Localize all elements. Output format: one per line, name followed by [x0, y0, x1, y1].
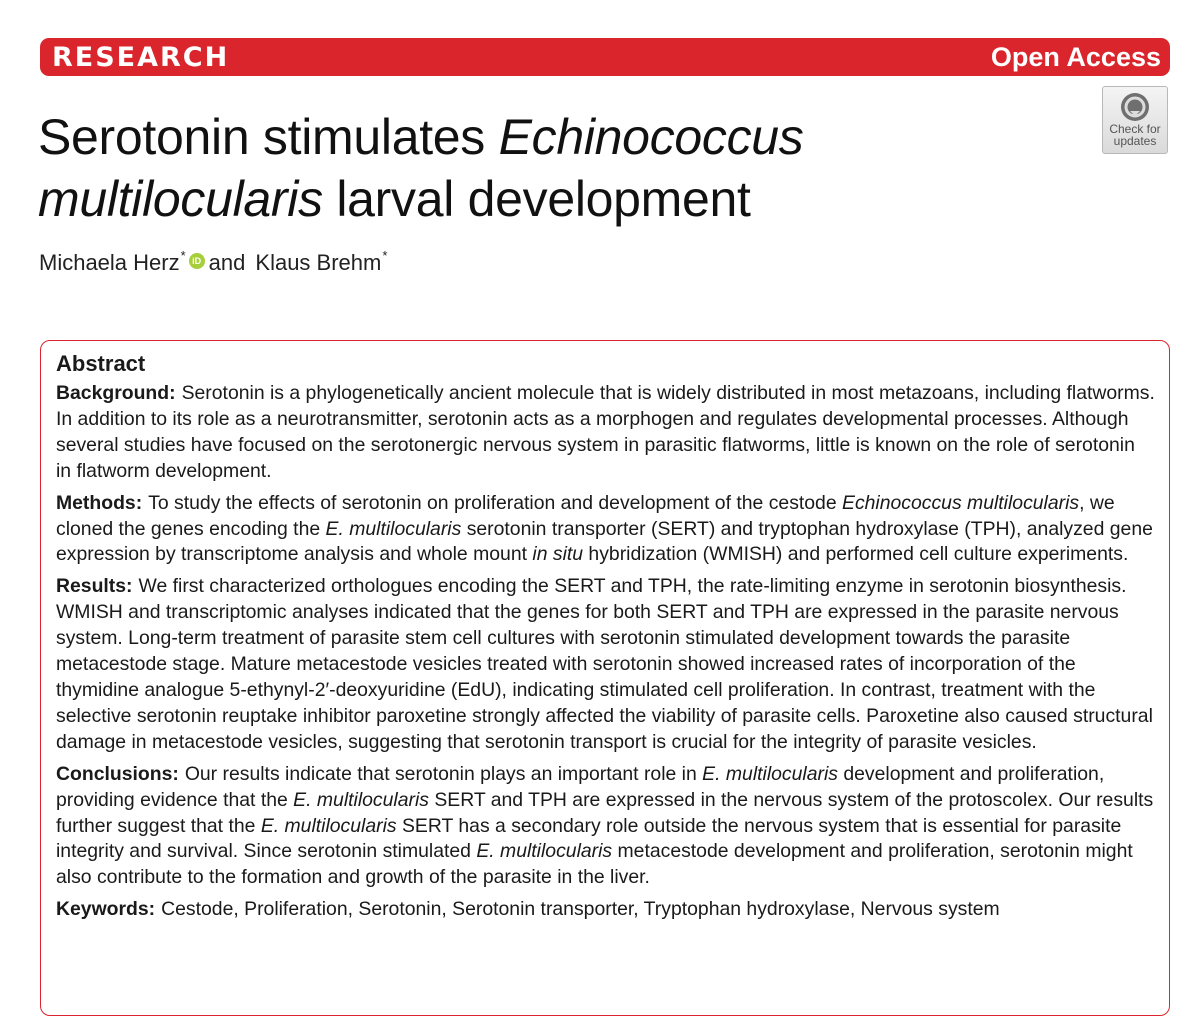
- badge-line-2: updates: [1113, 134, 1157, 148]
- section-label: Results:: [56, 575, 133, 598]
- keywords-list: Cestode, Proliferation, Serotonin, Serotonin transporter, Tryptophan hydroxylase, Nervous system: [161, 898, 1000, 921]
- section-label: Background:: [56, 382, 176, 404]
- species-name: E. multilocularis: [325, 517, 462, 540]
- section-text: Our results indicate that serotonin plays an important role in: [184, 762, 703, 785]
- title-part-4: larval development: [322, 171, 751, 227]
- author-name[interactable]: Klaus Brehm: [255, 250, 382, 275]
- author-name[interactable]: Michaela Herz: [39, 250, 180, 275]
- abstract-results: [56, 574, 1155, 755]
- section-text: , we cloned the genes encoding the: [56, 491, 1115, 540]
- abstract-heading: Abstract: [56, 351, 146, 376]
- open-access-label[interactable]: Open Access: [990, 41, 1161, 72]
- title-part-1: Serotonin stimulates: [38, 109, 499, 165]
- species-name: E. multilocularis: [476, 840, 613, 863]
- abstract-box: [40, 340, 1170, 1016]
- corresponding-mark: *: [382, 248, 388, 263]
- orcid-icon[interactable]: iD: [189, 253, 205, 269]
- italic-term: in situ: [532, 543, 584, 566]
- section-text: SERT has a secondary role outside the nervous system that is essential for parasite integrity and survival. Since serotonin stimulated: [56, 814, 1122, 863]
- badge-line-1: Check for: [1109, 122, 1161, 136]
- title-part-3: multilocularis: [38, 171, 323, 227]
- abstract-conclusions: [56, 762, 1155, 892]
- corresponding-mark: *: [180, 248, 186, 263]
- author-joiner: and: [208, 250, 246, 275]
- title-part-2: Echinococcus: [498, 109, 804, 165]
- species-name: E. multilocularis: [293, 788, 429, 811]
- section-text: metacestode development and proliferation, serotonin might also contribute to the formation and growth of the parasite in the liver.: [56, 840, 1133, 889]
- abstract-keywords: [56, 897, 1155, 923]
- section-label: Conclusions:: [56, 762, 179, 785]
- abstract-methods: [56, 491, 1155, 569]
- check-for-updates-button[interactable]: [1102, 86, 1168, 154]
- check-for-updates-icon: [1119, 91, 1151, 123]
- section-text: SERT and TPH are expressed in the nervous system of the protoscolex. Our results further suggest that the: [56, 788, 1154, 837]
- section-label: Keywords:: [56, 898, 156, 921]
- section-text: To study the effects of serotonin on proliferation and development of the cestode: [148, 491, 843, 514]
- section-label: Methods:: [56, 491, 143, 514]
- section-text: serotonin transporter (SERT) and tryptophan hydroxylase (TPH), analyzed gene expression by transcriptome analysis and whole mount: [56, 517, 1153, 566]
- article-type-banner: [40, 38, 1170, 76]
- author-list: [39, 250, 387, 276]
- article-title: [38, 106, 1078, 230]
- species-name: Echinococcus multilocularis: [842, 491, 1080, 514]
- section-text: development and proliferation, providing evidence that the: [56, 762, 1105, 811]
- section-text: We first characterized orthologues encoding the SERT and TPH, the rate-limiting enzyme in serotonin biosynthesis. WMISH and transcriptomic analyses indicated that the genes for both SERT and TPH are expressed in the parasite nervous system. Long-term treatment of parasite stem cell cultures with serotonin stimulated development towards the parasite metacestode stage. Mature metacestode vesicles treated with serotonin showed increased rates of incorporation of the thymidine analogue 5-ethynyl-2′-deoxyuridine (EdU), indicating stimulated cell proliferation. In contrast, treatment with the selective serotonin reuptake inhibitor paroxetine strongly affected the viability of parasite cells. Paroxetine also caused structural damage in metacestode vesicles, suggesting that serotonin transport is crucial for the integrity of parasite vesicles.: [56, 575, 1153, 753]
- research-label: RESEARCH: [52, 41, 230, 73]
- species-name: E. multilocularis: [260, 814, 397, 837]
- section-text: Serotonin is a phylogenetically ancient molecule that is widely distributed in most metazoans, including flatworms. In addition to its role as a neurotransmitter, serotonin acts as a morphogen and regulates developmental processes. Although several studies have focused on the serotonergic nervous system in parasitic flatworms, little is known on the role of serotonin in flatworm development.: [56, 382, 1155, 482]
- abstract-background: [56, 381, 1155, 485]
- species-name: E. multilocularis: [702, 762, 838, 785]
- section-text: hybridization (WMISH) and performed cell culture experiments.: [583, 543, 1129, 566]
